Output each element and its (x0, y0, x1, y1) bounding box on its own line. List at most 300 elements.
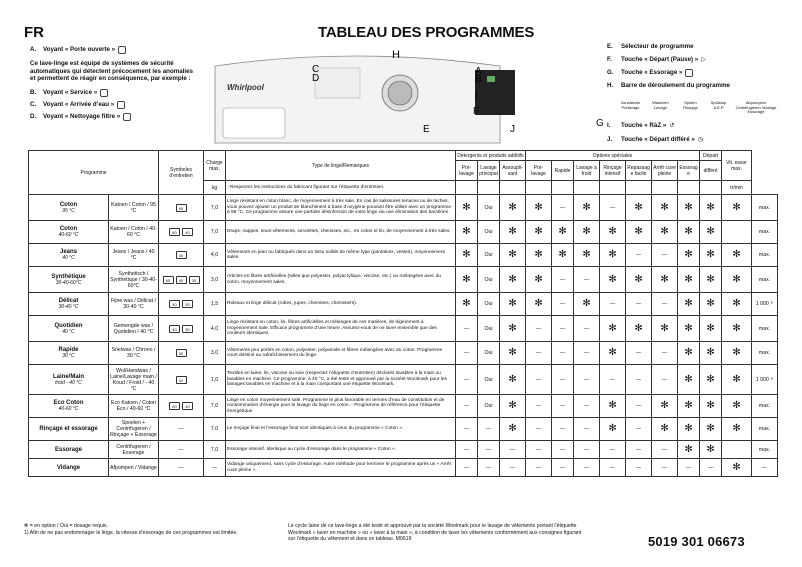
table-row (29, 418, 778, 441)
option-cell: ✻ (456, 221, 478, 244)
footer-notes (24, 523, 294, 536)
program-description: Articles en fibres artificielles (telles que polyester, polyacrylique, viscose, etc.) ou mélangées avec du coton, moyennement sales. (226, 267, 456, 293)
option-cell: — (526, 395, 552, 418)
marker-e: E (423, 124, 430, 135)
charge-kg: 1,0 (204, 365, 226, 395)
option-cell: ✻ (700, 441, 722, 459)
program-name: Délicat 30-40 °C (29, 293, 109, 316)
option-cell: — (552, 267, 574, 293)
option-cell: — (456, 316, 478, 342)
marker-c: C (312, 64, 320, 75)
option-cell: — (478, 459, 500, 477)
program-label: Gemengde was / Quotidien / 40 °C (109, 316, 159, 342)
option-cell: ✻ (552, 244, 574, 267)
header-rapid: Rapide (552, 161, 574, 181)
program-name: Laine/Main froid - 40 °C (29, 365, 109, 395)
charge-kg: 3,0 (204, 267, 226, 293)
header-rinse: Rinçage intensif (600, 161, 626, 181)
option-cell: — (600, 365, 626, 395)
option-cell: — (574, 342, 600, 365)
progress-step-rinse: Spülen Rinçage (683, 100, 698, 110)
footer-note-2: 1) Afin de ne pas endommager le linge, la vitesse d’essorage de ces programmes est limitée. (24, 529, 238, 536)
option-cell: — (526, 459, 552, 477)
marker-j: J (510, 124, 515, 135)
care-symbols: — (159, 418, 204, 441)
option-cell: — (626, 293, 652, 316)
care-symbol-icon: 40 (182, 402, 193, 410)
option-cell: — (678, 459, 700, 477)
program-description: Le rinçage final et l’essorage final sont identiques à ceux du programme « Coton ». (226, 418, 456, 441)
spin-speed: max. (752, 441, 778, 459)
spin-speed: max. (752, 267, 778, 293)
option-cell: Oui (478, 267, 500, 293)
option-cell: ✻ (678, 267, 700, 293)
option-cell: ✻ (722, 195, 752, 221)
program-name: Synthétique 30-40-60°C (29, 267, 109, 293)
legend-h: Barre de déroulement du programme (621, 82, 730, 89)
table-row (29, 221, 778, 244)
option-cell: ✻ (700, 221, 722, 244)
care-symbols (159, 342, 204, 365)
option-cell: — (526, 418, 552, 441)
option-cell: ✻ (700, 342, 722, 365)
option-cell: — (552, 365, 574, 395)
option-cell: ✻ (626, 316, 652, 342)
option-cell: ✻ (500, 293, 526, 316)
option-cell: ✻ (678, 395, 700, 418)
option-cell: ✻ (722, 418, 752, 441)
option-cell: ✻ (678, 293, 700, 316)
program-label: Snelwas / Chrono / 30 °C (109, 342, 159, 365)
option-cell: — (574, 267, 600, 293)
option-cell: Oui (478, 293, 500, 316)
program-label: Synthetisch / Synthétique / 30-40-60°C (109, 267, 159, 293)
option-cell: ✻ (626, 221, 652, 244)
option-cell: ✻ (678, 195, 700, 221)
legend-para: Ce lave-linge est équipé de systèmes de sécurité automatiques qui détectent précocement les anomalies et permettent de réagir en conséquence, par exemple : (30, 60, 193, 82)
option-cell: — (626, 441, 652, 459)
option-cell: ✻ (700, 293, 722, 316)
program-name: Rapide 30 °C (29, 342, 109, 365)
spin-speed: max. (752, 195, 778, 221)
progress-step-spin: Abpumpen/ Centrifugieren Vidange Essorage (735, 100, 777, 114)
program-name: Quotidien 40 °C (29, 316, 109, 342)
option-cell: Oui (478, 342, 500, 365)
program-description: Vêtements peu portés en coton, polyester, polyamide et fibres mélangées avec du coton. Programme court destiné au rafraîchissement du linge. (226, 342, 456, 365)
option-cell: — (478, 441, 500, 459)
right-legend: E. Sélecteur de programme F. Touche « Départ (Pause) » ▷ G. Touche « Essorage » H. Barre de déroulement du programme (607, 43, 730, 89)
program-name: Rinçage et essorage (29, 418, 109, 441)
option-cell: ✻ (652, 195, 678, 221)
option-cell: — (456, 365, 478, 395)
legend-b: Voyant « Service » (43, 88, 98, 96)
table-row (29, 316, 778, 342)
marker-g: G (596, 118, 604, 129)
care-symbols (159, 195, 204, 221)
header-trmin: tr/min (722, 181, 752, 195)
control-panel-illustration (205, 48, 515, 143)
option-cell: — (626, 395, 652, 418)
header-spin: Essorag e (678, 161, 700, 181)
option-cell: ✻ (678, 365, 700, 395)
option-cell: ✻ (722, 342, 752, 365)
option-cell: — (456, 342, 478, 365)
legend-a: Voyant « Porte ouverte » (43, 46, 116, 53)
program-table (28, 150, 778, 477)
program-name: Coton 95 °C (29, 195, 109, 221)
option-cell: — (500, 459, 526, 477)
care-symbol-icon: 40 (176, 251, 187, 259)
option-cell: — (552, 316, 574, 342)
option-cell: ✻ (722, 293, 752, 316)
marker-f: F (473, 106, 480, 117)
footer-note-1: ✻ = en option / Oui = dosage requis. (24, 523, 108, 529)
option-cell: ✻ (526, 195, 552, 221)
spin-speed: 1 000 ¹⁾ (752, 365, 778, 395)
header-prewash-opt: Pré-lavage (526, 161, 552, 181)
document-code: 5019 301 06673 (648, 534, 745, 549)
option-cell: ✻ (500, 195, 526, 221)
charge-kg: 4,0 (204, 316, 226, 342)
legend-i: Touche « RàZ » (621, 122, 667, 129)
option-cell: ✻ (500, 221, 526, 244)
option-cell: ✻ (652, 395, 678, 418)
header-symbols: Symboles d’entretien (159, 151, 204, 195)
program-label: Afpompen / Vidange (109, 459, 159, 477)
program-description: Vidange uniquement, sans cycle d’essorage. Autre méthode pour terminer le programme après un « Arrêt cuve pleine ». (226, 459, 456, 477)
spin-speed: max. (752, 244, 778, 267)
option-cell: ✻ (652, 418, 678, 441)
header-detergents: Détergents et produits additifs (457, 152, 524, 159)
care-symbol-icon: 60 (163, 276, 174, 284)
option-cell: ✻ (456, 267, 478, 293)
table-row (29, 459, 778, 477)
option-cell: ✻ (574, 195, 600, 221)
option-cell: ✻ (456, 195, 478, 221)
care-symbols (159, 244, 204, 267)
progress-step-prewash: Vorwäsche Prélavage (620, 100, 641, 110)
table-row (29, 293, 778, 316)
progress-step-rinse-hold: Spülstop A.E.P (710, 100, 727, 110)
option-cell: ✻ (678, 316, 700, 342)
charge-kg: — (204, 459, 226, 477)
care-symbol-icon: 40 (169, 325, 180, 333)
program-description: Rideaux et linge délicat (robes, jupes, chemises, chemisiers). (226, 293, 456, 316)
option-cell: — (626, 365, 652, 395)
option-cell: Oui (478, 395, 500, 418)
option-cell: — (600, 441, 626, 459)
care-symbol-icon: 60 (169, 402, 180, 410)
option-cell: ✻ (700, 244, 722, 267)
option-cell: — (574, 459, 600, 477)
option-cell: ✻ (600, 395, 626, 418)
option-cell: ✻ (600, 267, 626, 293)
option-cell: Oui (478, 195, 500, 221)
program-name: Coton 40-60 °C (29, 221, 109, 244)
program-label: Jeans / Jeans / 40 °C (109, 244, 159, 267)
water-tap-icon (117, 101, 125, 109)
legend-f: Touche « Départ (Pause) » (621, 56, 699, 63)
header-kg: kg (204, 181, 226, 195)
charge-kg: 7,0 (204, 221, 226, 244)
option-cell: ✻ (626, 195, 652, 221)
option-cell: ✻ (722, 316, 752, 342)
program-description: Linge résistant en coton, lin, fibres artificielles et mélanges de ces matières, de légèrement à moyennement sale. Efficace programme d’une heure. Assurez-vous de ne laver ensemble que des couleurs identiques. (226, 316, 456, 342)
option-cell: — (574, 418, 600, 441)
spin-icon (685, 69, 693, 77)
option-cell: — (552, 441, 574, 459)
option-cell: ✻ (652, 316, 678, 342)
option-cell: ✻ (678, 221, 700, 244)
legend-g: Touche « Essorage » (621, 69, 683, 76)
option-cell: ✻ (526, 267, 552, 293)
option-cell: ✻ (500, 395, 526, 418)
header-rinse-hold: Arrêt cuve pleine (652, 161, 678, 181)
option-cell: — (652, 342, 678, 365)
option-cell: — (500, 441, 526, 459)
header-delay: différé (700, 161, 722, 181)
care-symbol-icon: W (176, 376, 187, 384)
option-cell: ✻ (678, 441, 700, 459)
table-row (29, 267, 778, 293)
option-cell: ✻ (652, 267, 678, 293)
care-symbols (159, 365, 204, 395)
spin-speed: — (752, 459, 778, 477)
option-cell: ✻ (574, 293, 600, 316)
program-name: Eco Coton 40-60 °C (29, 395, 109, 418)
option-cell: ✻ (552, 221, 574, 244)
spin-speed: max. (752, 342, 778, 365)
option-cell: — (456, 441, 478, 459)
program-description: Draps, nappes, sous-vêtements, serviettes, chemises, etc., en coton et lin, de moyennement à très sales. (226, 221, 456, 244)
care-symbols (159, 221, 204, 244)
charge-kg: 7,0 (204, 195, 226, 221)
header-cold: Lavage à froid (574, 161, 600, 181)
option-cell: ✻ (456, 244, 478, 267)
care-symbols (159, 395, 204, 418)
language-code: FR (24, 24, 44, 41)
table-row (29, 195, 778, 221)
charge-kg: 4,0 (204, 244, 226, 267)
option-cell: ✻ (456, 293, 478, 316)
option-cell: — (600, 293, 626, 316)
option-cell: ✻ (526, 293, 552, 316)
table-row (29, 244, 778, 267)
option-cell: — (574, 316, 600, 342)
program-name: Essorage (29, 441, 109, 459)
option-cell: ✻ (600, 244, 626, 267)
option-cell: — (574, 395, 600, 418)
option-cell: — (626, 418, 652, 441)
marker-h: H (392, 49, 400, 61)
care-symbol-icon: 95 (176, 204, 187, 212)
delay-icon: ◷ (697, 136, 704, 143)
option-cell: — (552, 342, 574, 365)
option-cell: — (626, 244, 652, 267)
option-cell: ✻ (626, 267, 652, 293)
option-cell: ✻ (574, 244, 600, 267)
option-cell: ✻ (722, 244, 752, 267)
legend-j: Touche « Départ différé » (621, 136, 695, 143)
spin-speed: 1 000 ¹⁾ (752, 293, 778, 316)
option-cell: ✻ (722, 267, 752, 293)
table-row (29, 365, 778, 395)
brand-logo: Whirlpool (227, 83, 264, 92)
option-cell: — (574, 365, 600, 395)
page-title: TABLEAU DES PROGRAMMES (318, 24, 535, 41)
care-symbol-icon: 30 (182, 325, 193, 333)
option-cell: — (652, 459, 678, 477)
option-cell: — (526, 342, 552, 365)
program-label: Katoen / Coton / 95 °C (109, 195, 159, 221)
option-cell: ✻ (600, 418, 626, 441)
option-cell: — (552, 418, 574, 441)
option-cell: ✻ (722, 365, 752, 395)
option-cell (722, 221, 752, 244)
care-symbols: — (159, 459, 204, 477)
option-cell: — (652, 365, 678, 395)
option-cell: — (552, 395, 574, 418)
option-cell: ✻ (700, 195, 722, 221)
care-symbol-icon: 30 (176, 349, 187, 357)
option-cell: ✻ (500, 365, 526, 395)
option-cell: Oui (478, 244, 500, 267)
option-cell: ✻ (500, 342, 526, 365)
program-label: Fijne was / Délicat / 30-40 °C (109, 293, 159, 316)
option-cell: ✻ (722, 459, 752, 477)
left-legend: A. Voyant « Porte ouverte » Ce lave-linge est équipé de systèmes de sécurité automatiques qui détectent précocement les anomalies et permettent de réagir en conséquence, par exemple : B. Voyant « Service » C. Voyant « Arrivée d’eau » D. Voyant « Nettoyage filtre » (30, 46, 200, 125)
option-cell: ✻ (678, 342, 700, 365)
charge-kg: 3,0 (204, 342, 226, 365)
care-symbol-icon: 60 (169, 228, 180, 236)
care-symbols (159, 293, 204, 316)
option-cell: ✻ (700, 267, 722, 293)
option-cell: ✻ (722, 395, 752, 418)
option-cell: — (456, 395, 478, 418)
door-lock-icon (118, 46, 126, 54)
spin-speed: max. (752, 316, 778, 342)
option-cell: — (626, 459, 652, 477)
option-cell: ✻ (600, 316, 626, 342)
progress-bar-legend (618, 101, 778, 119)
table-row (29, 395, 778, 418)
header-type-note: - Respectez les instructions du fabricant figurant sur l’étiquette d’entretien. (226, 181, 456, 195)
header-type: Type de linge/Remarques (226, 151, 456, 181)
option-cell: ✻ (500, 418, 526, 441)
option-cell: ✻ (700, 395, 722, 418)
service-icon (100, 89, 108, 97)
progress-step-wash: Waschen Lavage (652, 100, 669, 110)
program-name: Vidange (29, 459, 109, 477)
table-row (29, 441, 778, 459)
header-charge: Charge max. (204, 151, 226, 181)
option-cell: — (652, 441, 678, 459)
header-start: Départ (700, 151, 722, 161)
spin-speed: max. (752, 221, 778, 244)
program-label: Wol/Handwas / Laine/Lavage main / Koud / Froid / - 40 °C (109, 365, 159, 395)
care-symbols: — (159, 441, 204, 459)
option-cell: ✻ (600, 221, 626, 244)
care-symbol-icon: 40 (176, 276, 187, 284)
reset-icon: ↺ (669, 122, 675, 129)
header-program: Programme (29, 151, 159, 195)
option-cell: — (700, 459, 722, 477)
spin-speed: max. (752, 395, 778, 418)
option-cell: — (600, 459, 626, 477)
footer-woolmark: Le cycle laine de ce lave-linge a été testé et approuvé par la société Woolmark pour le lavage de vêtements portant l’étiquette Woolmark « laver en machine » ou « laver à la main », à condition de laver les vêtements conformément aux consignes figurant sur l’étiquette du vêtement et dans ce tableau. M0619 (288, 523, 582, 542)
option-cell: ✻ (526, 221, 552, 244)
option-cell: ✻ (526, 244, 552, 267)
marker-a: A (475, 66, 482, 77)
program-name: Jeans 40 °C (29, 244, 109, 267)
option-cell: Oui (478, 316, 500, 342)
option-cell: ✻ (500, 316, 526, 342)
legend-e: Sélecteur de programme (621, 43, 694, 50)
option-cell: — (626, 342, 652, 365)
option-cell: — (652, 244, 678, 267)
option-cell: ✻ (678, 244, 700, 267)
option-cell: — (526, 316, 552, 342)
marker-b: B (475, 74, 482, 85)
program-description: Linge résistant en coton blanc, de moyennement à très sale. En cas de salissures tenaces ou de taches, vous pouvez ajouter un produit de blanchiment à base d’oxygène pouvant être utilisé avec un programme à 95 °C. Ce programme assure une parfaite désinfection de votre linge via une élimination des bactéries. (226, 195, 456, 221)
header-options: Options spéciales (526, 151, 700, 161)
care-symbol-icon: 30 (189, 276, 200, 284)
option-cell: ✻ (700, 316, 722, 342)
option-cell: — (526, 441, 552, 459)
care-symbols (159, 316, 204, 342)
option-cell: ✻ (700, 418, 722, 441)
program-label: Centrifugeren / Essorage (109, 441, 159, 459)
header-main-det: Lavage principal (478, 161, 500, 181)
legend-d: Voyant « Nettoyage filtre » (43, 112, 121, 120)
care-symbol-icon: 40 (169, 300, 180, 308)
header-ironing: Repassag e facile (626, 161, 652, 181)
program-description: Essorage intensif. Identique au cycle d’essorage dans le programme « Coton ». (226, 441, 456, 459)
charge-kg: 7,0 (204, 441, 226, 459)
marker-i: I (475, 90, 478, 100)
option-cell: ✻ (574, 221, 600, 244)
program-description: Linge en coton moyennement sale. Programme le plus favorable en termes d’eau de constitution et de consommation d’énergie pour le lavage du linge en coton. - Programme de référence pour l’étiquette énergétique. (226, 395, 456, 418)
option-cell: ✻ (500, 267, 526, 293)
option-cell: — (478, 418, 500, 441)
table-row (29, 342, 778, 365)
program-description: Textiles en laine, lin, viscose ou soie (respectez l’étiquette d’entretien) déclarés lavables à la main ou lavables en machine. Ce programme, à 40 °C, a été testé et approuvé par la société Woolmark pour les lainages lavables en machine et à la main comportant une étiquette Woolmark. (226, 365, 456, 395)
care-symbol-icon: 30 (182, 300, 193, 308)
option-cell: — (456, 418, 478, 441)
program-label: Katoen / Coton / 40-60 °C (109, 221, 159, 244)
filter-icon (123, 113, 131, 121)
option-cell: ✻ (500, 244, 526, 267)
header-speed: Vit. essor max. (722, 151, 752, 181)
charge-kg: 7,0 (204, 395, 226, 418)
option-cell: — (552, 459, 574, 477)
header-prewash-det: Pré-lavage (456, 161, 478, 181)
spin-speed: max. (752, 418, 778, 441)
marker-d: D (312, 73, 320, 84)
program-label: Eco Katoen / Coton Eco / 40-60 °C (109, 395, 159, 418)
right-legend-lower: I. Touche « RàZ » ↺ J. Touche « Départ différé » ◷ (607, 122, 704, 143)
charge-kg: 7,0 (204, 418, 226, 441)
option-cell (722, 441, 752, 459)
option-cell: ✻ (678, 418, 700, 441)
option-cell: Oui (478, 365, 500, 395)
option-cell: ✻ (600, 342, 626, 365)
option-cell: ✻ (700, 365, 722, 395)
start-pause-icon: ▷ (701, 56, 707, 63)
option-cell: — (456, 459, 478, 477)
program-description: Vêtements en jean ou fabriqués dans un tissu solide de même type (pantalons, vestes), moyennement sales. (226, 244, 456, 267)
option-cell: — (574, 441, 600, 459)
